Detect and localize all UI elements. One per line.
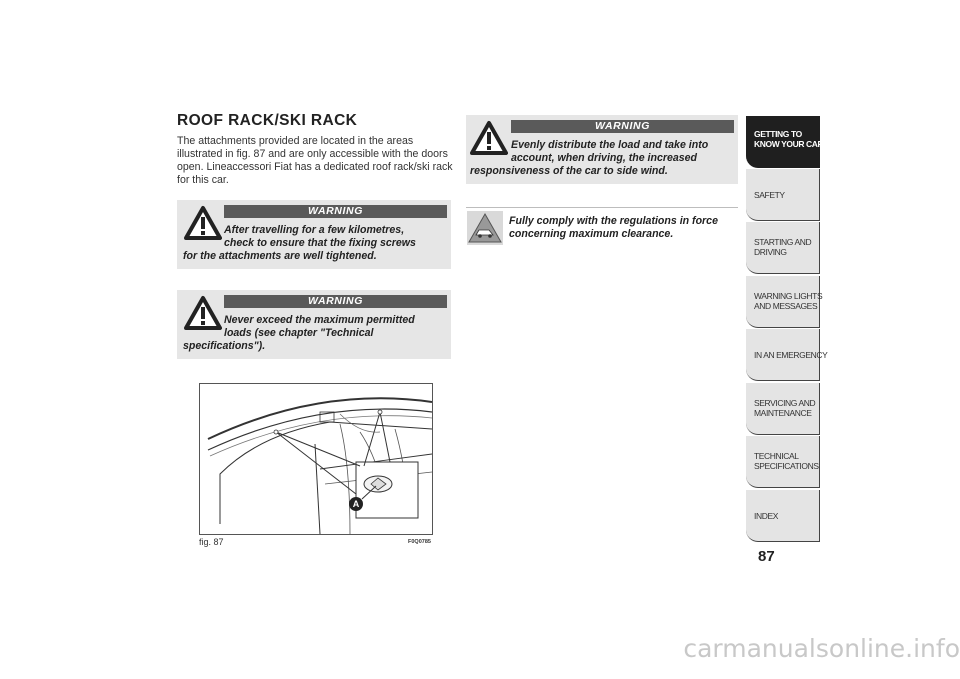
tab-label-line: INDEX: [754, 511, 778, 521]
warning-box-fixing-screws: [177, 200, 451, 269]
section-intro: The attachments provided are located in the areas illustrated in fig. 87 and are only accessible with the doors open. Lineaccessori Fiat has a dedicated roof rack/ski rack for this car.: [177, 135, 453, 186]
warning-box-max-loads: [177, 290, 451, 359]
divider: [466, 207, 738, 208]
tab-label-line: SERVICING AND: [754, 398, 816, 408]
tab-label-line: SPECIFICATIONS: [754, 461, 819, 471]
tab-label-line: MAINTENANCE: [754, 408, 812, 418]
warning-text-line: for the attachments are well tightened.: [183, 250, 377, 262]
compliance-text-line: Fully comply with the regulations in force: [509, 215, 718, 227]
figure-roof-attachments: [199, 383, 433, 535]
warning-text-line: Never exceed the maximum permitted: [224, 314, 415, 326]
warning-text: [183, 314, 415, 353]
warning-text: [183, 224, 416, 263]
tab-label-line: DRIVING: [754, 247, 787, 257]
warning-text-line: specifications").: [183, 340, 266, 352]
tab-label-line: WARNING LIGHTS: [754, 291, 823, 301]
warning-text-line: loads (see chapter "Technical: [224, 327, 374, 339]
tab-in-an-emergency[interactable]: [746, 329, 828, 381]
warning-text: [470, 139, 708, 178]
compliance-note-box: [467, 211, 503, 245]
tab-label-line: SAFETY: [754, 190, 785, 200]
tab-label-line: STARTING AND: [754, 237, 812, 247]
warning-text-line: responsiveness of the car to side wind.: [470, 165, 668, 177]
warning-label: WARNING: [224, 205, 447, 218]
warning-box-side-wind: [466, 115, 738, 184]
warning-text-line: After travelling for a few kilometres,: [224, 224, 405, 236]
car-roof-illustration: [200, 384, 432, 534]
tab-label-line: IN AN EMERGENCY: [754, 350, 828, 360]
figure-code: F0Q0785: [408, 539, 431, 545]
tab-getting-to-know-your-car[interactable]: [746, 116, 824, 168]
warning-text-line: account, when driving, the increased: [511, 152, 698, 164]
tab-label-line: KNOW YOUR CAR: [754, 139, 824, 149]
warning-label: WARNING: [224, 295, 447, 308]
tab-index[interactable]: [746, 490, 820, 542]
section-heading: ROOF RACK/SKI RACK: [177, 112, 358, 129]
tab-technical-specifications[interactable]: [746, 436, 820, 488]
compliance-text-line: concerning maximum clearance.: [509, 228, 674, 240]
tab-label-line: TECHNICAL: [754, 451, 799, 461]
watermark: carmanualsonline.info: [683, 634, 960, 663]
tab-warning-lights-and-messages[interactable]: [746, 276, 823, 328]
compliance-note-text: [509, 215, 718, 241]
tab-label-line: AND MESSAGES: [754, 301, 818, 311]
warning-text-line: check to ensure that the fixing screws: [224, 237, 416, 249]
page-number: 87: [758, 548, 775, 565]
tab-safety[interactable]: [746, 169, 820, 221]
vehicle-clearance-icon: [467, 211, 503, 245]
tab-servicing-and-maintenance[interactable]: [746, 383, 820, 435]
tab-starting-and-driving[interactable]: [746, 222, 820, 274]
warning-text-line: Evenly distribute the load and take into: [511, 139, 709, 151]
figure-callout-a: A: [352, 499, 360, 509]
figure-label: fig. 87: [199, 537, 224, 547]
warning-label: WARNING: [511, 120, 734, 133]
tab-label-line: GETTING TO: [754, 129, 802, 139]
